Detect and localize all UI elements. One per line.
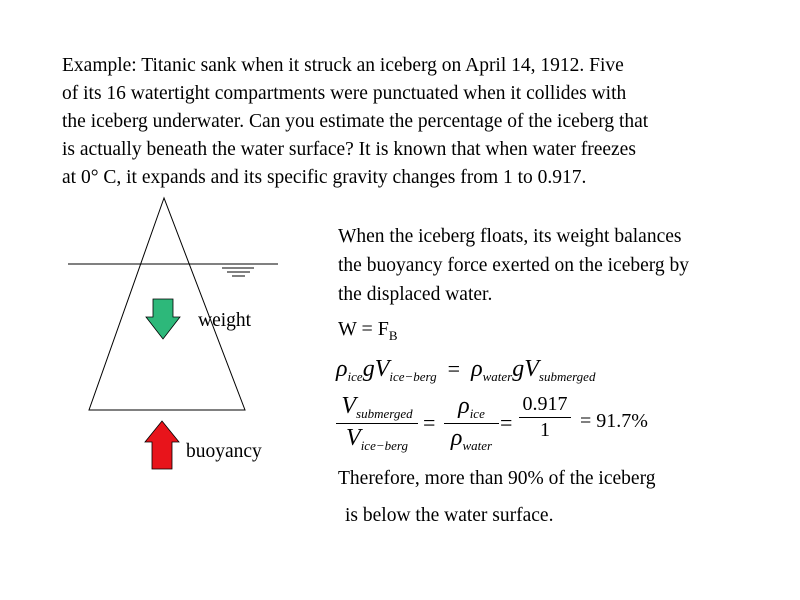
equals-sign: = — [447, 356, 461, 381]
rho-sub-water: water — [482, 369, 513, 384]
v-symbol: V — [524, 356, 539, 382]
v-sub-submerged: submerged — [356, 406, 413, 421]
g-symbol: g — [512, 356, 525, 382]
v-sub-submerged: submerged — [538, 369, 596, 384]
fraction-bar — [519, 417, 571, 418]
fraction-densities — [444, 393, 499, 454]
equation-ratio — [336, 393, 676, 463]
equation-weight-buoyancy — [338, 318, 398, 344]
rho-symbol: ρ — [458, 393, 470, 419]
equation-force-balance — [336, 356, 595, 385]
buoyancy-label: buoyancy — [186, 441, 262, 462]
result-value: = 91.7% — [580, 410, 648, 432]
buoyancy-arrow — [145, 421, 179, 469]
explanation-line: the displaced water. — [338, 284, 493, 305]
v-symbol: V — [341, 393, 357, 419]
g-symbol: g — [362, 356, 375, 382]
weight-label: weight — [198, 310, 252, 331]
rho-symbol: ρ — [336, 356, 348, 382]
v-sub-iceberg: ice−berg — [389, 369, 437, 384]
eq-wfb-sub: B — [388, 328, 398, 343]
rho-symbol: ρ — [471, 356, 483, 382]
numerator-value: 0.917 — [522, 393, 568, 415]
fraction-bar — [444, 423, 499, 424]
v-sub-iceberg: ice−berg — [360, 438, 408, 453]
fraction-volumes — [336, 393, 418, 454]
denominator-value: 1 — [540, 419, 550, 441]
explanation-line: When the iceberg floats, its weight balances — [338, 226, 682, 247]
explanation-line: the buoyancy force exerted on the iceberg by — [338, 255, 690, 276]
v-symbol: V — [346, 425, 361, 451]
weight-arrow — [146, 299, 180, 339]
conclusion-line-2: is below the water surface. — [345, 505, 554, 526]
equals-sign: = — [423, 410, 436, 435]
rho-sub-ice: ice — [347, 369, 363, 384]
fraction-bar — [336, 423, 418, 424]
rho-sub-water: water — [462, 438, 493, 453]
rho-symbol: ρ — [450, 425, 463, 451]
equals-sign: = — [500, 410, 513, 435]
intro-line: the iceberg underwater. Can you estimate the percentage of the iceberg that — [62, 111, 649, 132]
fraction-values — [519, 393, 571, 442]
intro-line: at 0° C, it expands and its specific gravity changes from 1 to 0.917. — [62, 167, 587, 188]
v-symbol: V — [374, 356, 390, 382]
intro-line: is actually beneath the water surface? It is known that when water freezes — [62, 139, 636, 160]
intro-line: of its 16 watertight compartments were punctuated when it collides with — [62, 83, 627, 104]
rho-sub-ice: ice — [469, 406, 485, 421]
intro-line: Example: Titanic sank when it struck an iceberg on April 14, 1912. Five — [62, 55, 624, 76]
explanation-paragraph — [338, 222, 689, 309]
eq-wfb-text: W = F — [338, 318, 389, 340]
conclusion-line-1: Therefore, more than 90% of the iceberg — [338, 468, 656, 489]
